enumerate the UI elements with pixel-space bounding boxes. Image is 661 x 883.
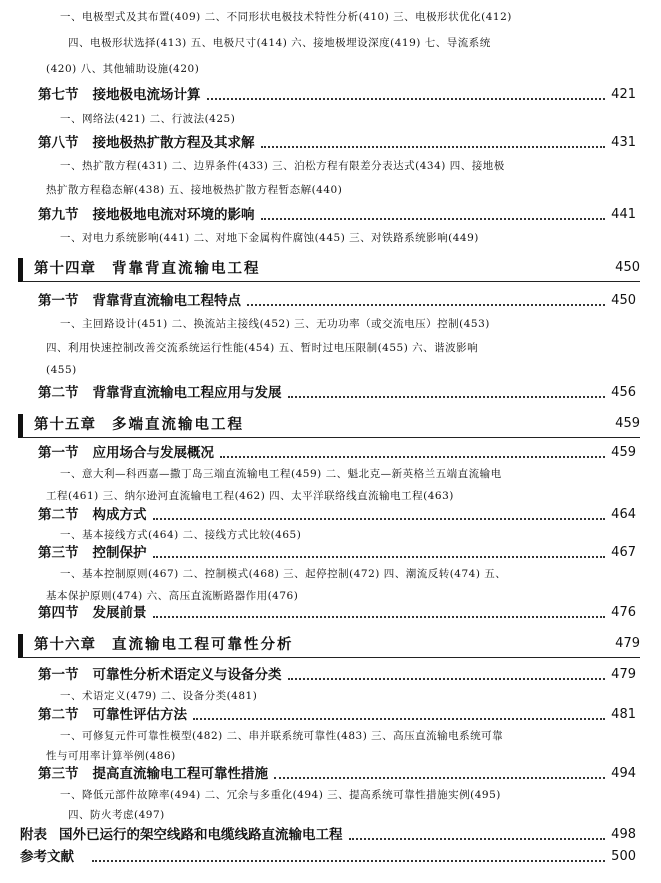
chapter-title: 直流输电工程可靠性分析 xyxy=(112,636,294,653)
section-title: 背靠背直流输电工程特点 xyxy=(92,293,241,309)
leader-dots xyxy=(193,710,605,720)
section-label: 第一节 xyxy=(38,445,79,461)
leader-dots xyxy=(274,769,605,779)
toc-subitems: 热扩散方程稳态解(438) 五、接地极热扩散方程暂态解(440) xyxy=(46,184,343,196)
chapter-label: 第十五章 xyxy=(34,416,96,433)
toc-subitems: 工程(461) 三、纳尔逊河直流输电工程(462) 四、太平洋联络线直流输电工程(463) xyxy=(46,490,454,502)
toc-subitems: 四、防火考虑(497) xyxy=(68,809,165,821)
toc-subitems: 四、利用快速控制改善交流系统运行性能(454) 五、暂时过电压限制(455) 六、谐波影响 xyxy=(46,342,479,354)
chapter-label: 第十四章 xyxy=(34,260,96,277)
page-number: 498 xyxy=(611,827,636,842)
page-number: 494 xyxy=(611,766,636,781)
toc-subitems: 一、网络法(421) 二、行波法(425) xyxy=(60,113,236,125)
page-number: 441 xyxy=(611,207,636,222)
section-label: 第九节 xyxy=(38,207,79,223)
toc-section[interactable] xyxy=(38,382,636,404)
section-label: 第七节 xyxy=(38,87,79,103)
toc-references[interactable] xyxy=(20,846,636,868)
toc-subitems: 基本保护原则(474) 六、高压直流断路器作用(476) xyxy=(46,590,299,602)
page-number: 476 xyxy=(611,605,636,620)
section-label: 第一节 xyxy=(38,293,79,309)
toc-section[interactable] xyxy=(38,763,636,785)
leader-dots xyxy=(153,548,606,558)
toc-subitems: 一、可修复元件可靠性模型(482) 二、串并联系统可靠性(483) 三、高压直流输电系统可靠 xyxy=(60,730,504,742)
leader-dots xyxy=(261,138,606,148)
toc-subitems: 一、意大利—科西嘉—撒丁岛三端直流输电工程(459) 二、魁北克—新英格兰五端直流输电 xyxy=(60,468,502,480)
toc-section[interactable] xyxy=(38,442,636,464)
section-title: 构成方式 xyxy=(92,507,147,523)
toc-chapter[interactable] xyxy=(20,630,640,656)
page-number: 459 xyxy=(611,445,636,460)
toc-subitems: 一、术语定义(479) 二、设备分类(481) xyxy=(60,690,258,702)
chapter-marker xyxy=(18,634,23,658)
page-number: 456 xyxy=(611,385,636,400)
toc-section[interactable] xyxy=(38,664,636,686)
toc-section[interactable] xyxy=(38,542,636,564)
section-title: 控制保护 xyxy=(92,545,147,561)
section-title: 提高直流输电工程可靠性措施 xyxy=(92,766,268,782)
page-number: 467 xyxy=(611,545,636,560)
toc-subitems: 一、降低元部件故障率(494) 二、冗余与多重化(494) 三、提高系统可靠性措施实例(495) xyxy=(60,789,501,801)
toc-section[interactable] xyxy=(38,602,636,624)
toc-chapter[interactable] xyxy=(20,254,640,280)
toc-subitems: 四、电极形状选择(413) 五、电极尺寸(414) 六、接地极埋设深度(419) 七、导流系统 xyxy=(68,37,491,49)
leader-dots xyxy=(349,830,606,840)
section-label: 第二节 xyxy=(38,385,79,401)
chapter-marker xyxy=(18,258,23,282)
toc-section[interactable] xyxy=(38,132,636,154)
leader-dots xyxy=(92,852,605,862)
section-title: 应用场合与发展概况 xyxy=(92,445,214,461)
section-title: 发展前景 xyxy=(92,605,147,621)
page-number: 431 xyxy=(611,135,636,150)
page-number: 450 xyxy=(611,293,636,308)
appendix-title: 国外已运行的架空线路和电缆线路直流输电工程 xyxy=(59,827,343,843)
section-title: 接地极电流场计算 xyxy=(92,87,201,103)
references-label: 参考文献 xyxy=(20,849,74,865)
section-label: 第三节 xyxy=(38,545,79,561)
page-number: 450 xyxy=(615,259,640,275)
page-number: 479 xyxy=(611,667,636,682)
leader-dots xyxy=(153,608,606,618)
toc-section[interactable] xyxy=(38,290,636,312)
toc-subitems: (420) 八、其他辅助设施(420) xyxy=(46,63,200,75)
toc-section[interactable] xyxy=(38,204,636,226)
section-title: 接地极地电流对环境的影响 xyxy=(92,207,255,223)
page-number: 479 xyxy=(615,635,640,651)
toc-subitems: (455) xyxy=(46,364,77,376)
page-number: 464 xyxy=(611,507,636,522)
section-title: 接地极热扩散方程及其求解 xyxy=(92,135,255,151)
section-label: 第四节 xyxy=(38,605,79,621)
toc-section[interactable] xyxy=(38,84,636,106)
leader-dots xyxy=(220,448,605,458)
chapter-label: 第十六章 xyxy=(34,636,96,653)
page-number: 500 xyxy=(611,849,636,864)
toc-subitems: 一、基本接线方式(464) 二、接线方式比较(465) xyxy=(60,529,302,541)
toc-subitems: 一、对电力系统影响(441) 二、对地下金属构件腐蚀(445) 三、对铁路系统影响(449) xyxy=(60,232,479,244)
section-title: 可靠性分析术语定义与设备分类 xyxy=(92,667,282,683)
appendix-label: 附表 xyxy=(20,827,47,843)
leader-dots xyxy=(288,670,606,680)
toc-chapter[interactable] xyxy=(20,410,640,436)
toc-section[interactable] xyxy=(38,704,636,726)
page-number: 459 xyxy=(615,415,640,431)
leader-dots xyxy=(153,510,606,520)
leader-dots xyxy=(288,388,606,398)
section-title: 可靠性评估方法 xyxy=(92,707,187,723)
toc-subitems: 一、热扩散方程(431) 二、边界条件(433) 三、泊松方程有限差分表达式(434) 四、接地极 xyxy=(60,160,505,172)
chapter-title: 背靠背直流输电工程 xyxy=(112,260,261,277)
section-label: 第一节 xyxy=(38,667,79,683)
chapter-rule xyxy=(22,437,640,438)
page-number: 421 xyxy=(611,87,636,102)
chapter-rule xyxy=(22,657,640,658)
section-label: 第三节 xyxy=(38,766,79,782)
section-title: 背靠背直流输电工程应用与发展 xyxy=(92,385,282,401)
toc-subitems: 一、基本控制原则(467) 二、控制模式(468) 三、起停控制(472) 四、潮流反转(474) 五、 xyxy=(60,568,507,580)
leader-dots xyxy=(247,296,605,306)
leader-dots xyxy=(207,90,606,100)
toc-subitems: 一、主回路设计(451) 二、换流站主接线(452) 三、无功功率（或交流电压）控制(453) xyxy=(60,318,490,330)
toc-section[interactable] xyxy=(38,504,636,526)
chapter-rule xyxy=(22,281,640,282)
chapter-title: 多端直流输电工程 xyxy=(112,416,244,433)
section-label: 第八节 xyxy=(38,135,79,151)
section-label: 第二节 xyxy=(38,707,79,723)
chapter-marker xyxy=(18,414,23,438)
section-label: 第二节 xyxy=(38,507,79,523)
toc-subitems: 性与可用率计算举例(486) xyxy=(46,750,176,762)
leader-dots xyxy=(261,210,606,220)
page-number: 481 xyxy=(611,707,636,722)
toc-appendix[interactable] xyxy=(20,824,636,846)
toc-subitems: 一、电极型式及其布置(409) 二、不同形状电极技术特性分析(410) 三、电极形状优化(412) xyxy=(60,11,512,23)
